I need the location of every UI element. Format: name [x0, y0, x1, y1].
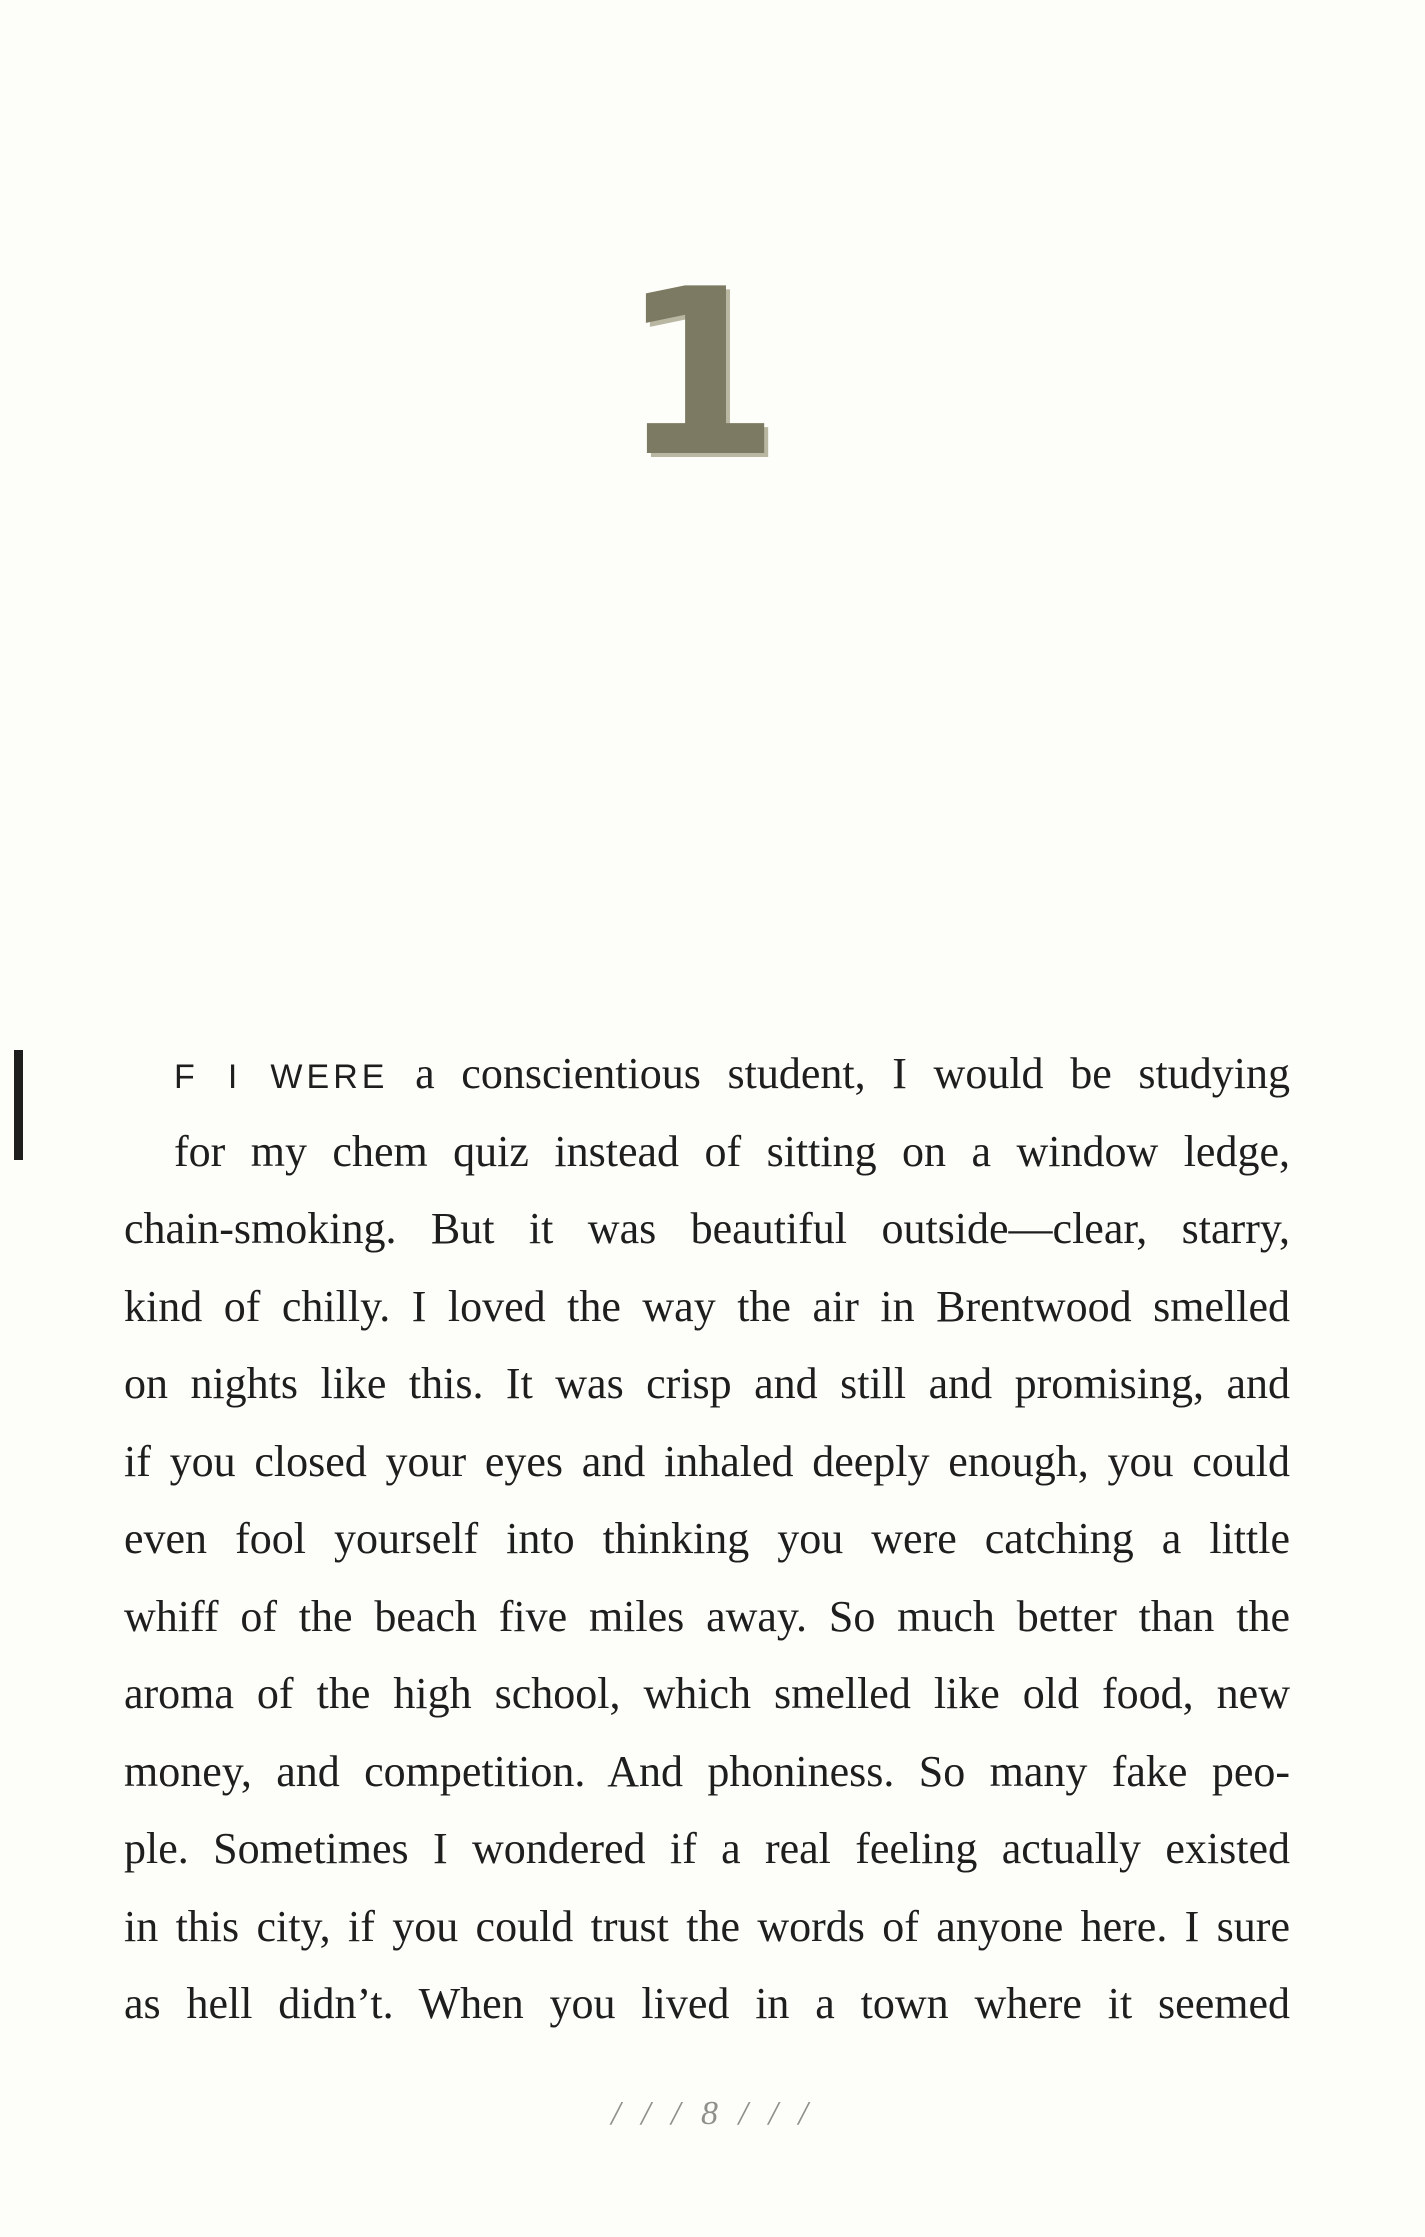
text-line-9: aroma of the high school, which smelled like old food, new: [124, 1669, 1290, 1718]
chapter-number-text: 1: [619, 241, 781, 508]
text-line-5: on nights like this. It was crisp and still and promising, and: [124, 1359, 1290, 1408]
drop-cap-initial: [14, 1050, 23, 1160]
text-line-7: even fool yourself into thinking you were catching a little: [124, 1514, 1290, 1563]
page-number: / / / 8 / / /: [611, 2095, 814, 2132]
opening-line-rest: a conscientious student, I would be studying: [415, 1049, 1290, 1098]
body-text: [124, 1035, 1290, 2043]
text-line-11: ple. Sometimes I wondered if a real feeling actually existed: [124, 1824, 1290, 1873]
chapter-number: [600, 241, 800, 508]
text-line-2: for my chem quiz instead of sitting on a window ledge,: [174, 1126, 1290, 1176]
text-line-1: [124, 1035, 1290, 1113]
text-line-4: kind of chilly. I loved the way the air in Brentwood smelled: [124, 1281, 1290, 1331]
text-line-10: money, and competition. And phoniness. So many fake peo-: [124, 1746, 1290, 1796]
text-line-13: as hell didn’t. When you lived in a town where it seemed: [124, 1979, 1290, 2028]
text-line-3: chain-smoking. But it was beautiful outside—clear, starry,: [124, 1204, 1290, 1253]
text-line-12: in this city, if you could trust the words of anyone here. I sure: [124, 1901, 1290, 1951]
opening-smallcaps: F I WERE: [174, 1058, 389, 1096]
text-line-6: if you closed your eyes and inhaled deeply enough, you could: [124, 1436, 1290, 1486]
text-line-8: whiff of the beach five miles away. So much better than the: [124, 1591, 1290, 1641]
